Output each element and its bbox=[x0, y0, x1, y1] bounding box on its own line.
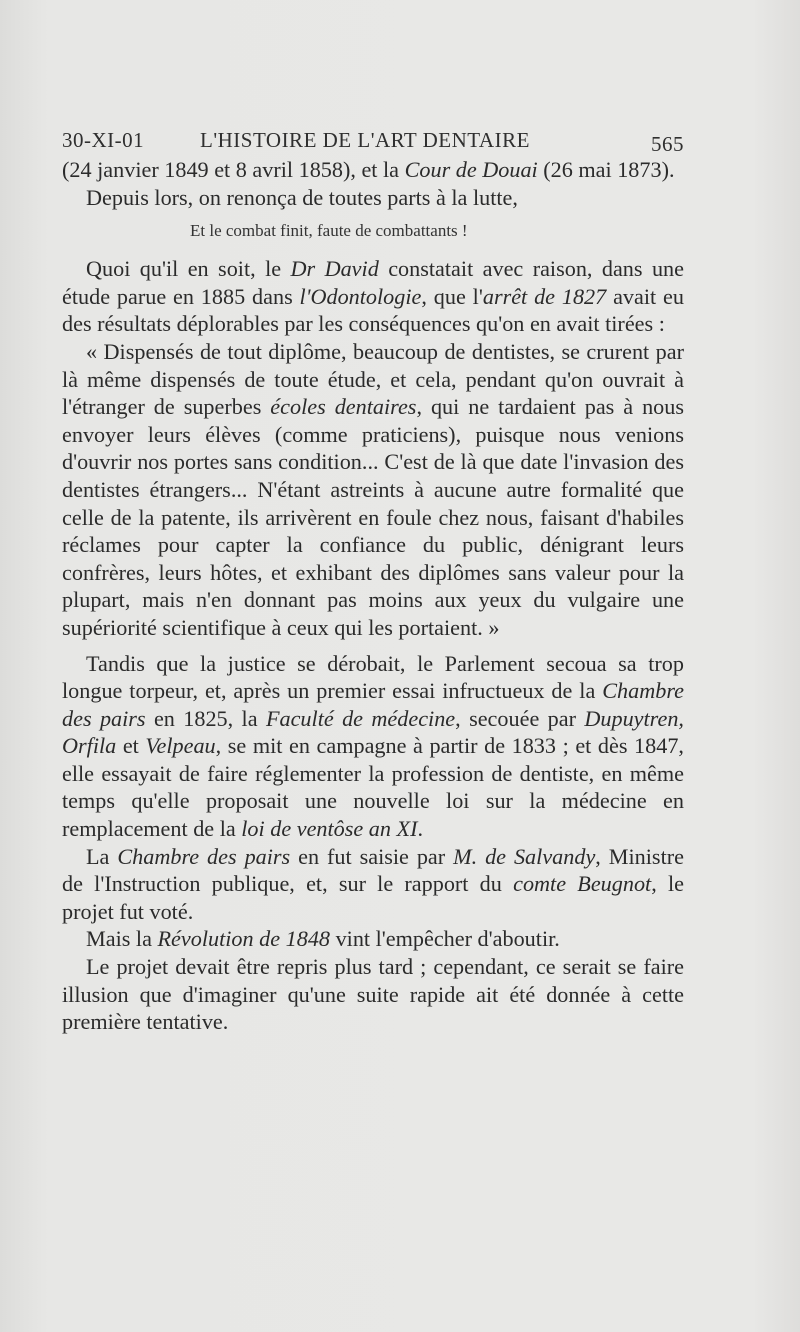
paragraph-4-quotation: « Dispensés de tout diplôme, beaucoup de dentistes, se crurent par là même dispensés de toute étude, et cela, pendant qu'on ouvrait à l'étranger de superbes écoles dentaires, qui ne tardaient pas à nous envoyer leurs élèves (comme praticiens), puisque nous venions d'ouvrir nos portes sans condition... C'est de là que date l'invasion des dentistes étrangers... N'étant astreints à aucune autre formalité que celle de la patente, ils arrivèrent en foule chez nous, faisant d'habiles réclames pour capter la confiance du public, dénigrant leurs confrères, leurs hôtes, et exhibant des diplômes sans valeur pour la plupart, mais n'en donnant pas moins aux yeux du vulgaire une supériorité scientifique à ceux qui les portaient. » bbox=[62, 338, 685, 640]
paragraph-1: (24 janvier 1849 et 8 avril 1858), et la Cour de Douai (26 mai 1873). bbox=[62, 157, 675, 182]
paragraph-2: Depuis lors, on renonça de toutes parts à la lutte, bbox=[86, 184, 518, 210]
paragraph-5: Tandis que la justice se dérobait, le Parlement secoua sa trop longue torpeur, et, après un premier essai infructueux de la Chambre des pairs en 1825, la Faculté de médecine, secouée par Dupuytren, Orfila et Velpeau, se mit en campagne à partir de 1833 ; et dès 1847, elle essayait de faire réglementer la profession de dentiste, en même temps qu'elle proposait une nouvelle loi sur la médecine en remplacement de la loi de ventôse an XI. bbox=[62, 650, 684, 842]
paragraph-8: Le projet devait être repris plus tard ; cependant, ce serait se faire illusion que d'imaginer qu'une suite rapide ait été donnée à cette première tentative. bbox=[62, 954, 684, 1035]
running-header bbox=[62, 128, 684, 158]
page-number: 565 bbox=[651, 132, 684, 156]
paragraph-3: Quoi qu'il en soit, le Dr David constatait avec raison, dans une étude parue en 1885 dans l'Odontologie, que l'arrêt de 1827 avait eu des résultats déplorables par les conséquences qu'on en avait tirées : bbox=[62, 256, 684, 337]
paragraph-6: La Chambre des pairs en fut saisie par M. de Salvandy, Ministre de l'Instruction publique, et, sur le rapport du comte Beugnot, le projet fut voté. bbox=[62, 843, 685, 924]
date-folio: 30-XI-01 bbox=[62, 128, 145, 152]
page-body bbox=[62, 156, 684, 1036]
paragraph-7: Mais la Révolution de 1848 vint l'empêcher d'aboutir. bbox=[86, 926, 560, 952]
verse-quotation: Et le combat finit, faute de combattants ! bbox=[190, 221, 468, 241]
running-title: L'HISTOIRE DE L'ART DENTAIRE bbox=[200, 128, 530, 152]
